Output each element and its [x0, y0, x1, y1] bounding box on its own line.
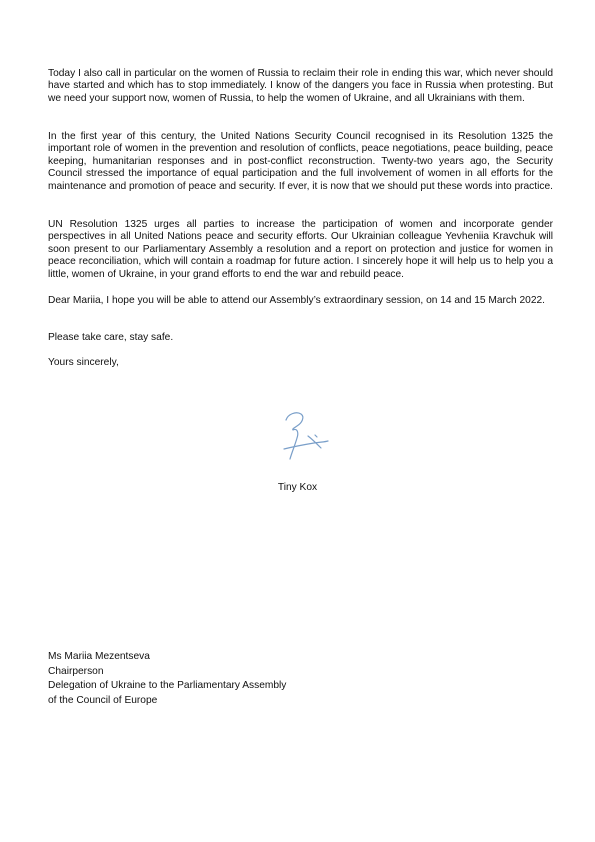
paragraph-invitation: Dear Mariia, I hope you will be able to attend our Assembly’s extraordinary session, on 14 and 15 March 2022. — [48, 295, 546, 306]
paragraph-women-of-russia: Today I also call in particular on the women of Russia to reclaim their role in ending this war, which never should have started and which has to stop immediately. I know of the dangers you face in Russia when protesting. But we need your support now, women of Russia, to help the women of Ukraine, and all Ukrainians with them. — [48, 68, 553, 104]
paragraph-resolution-1325: In the first year of this century, the United Nations Security Council recognised in its Resolution 1325 the important role of women in the prevention and resolution of conflicts, peace negotiations, peace building, peace keeping, humanitarian responses and in post-conflict reconstruction. Twenty-two years ago, the Security Council stressed the importance of equal participation and the full involvement of women in all efforts for the maintenance and promotion of peace and security. If ever, it is now that we should put these words into practice. — [48, 131, 553, 192]
recipient-title: Chairperson — [48, 665, 104, 677]
signer-name: Tiny Kox — [277, 482, 318, 493]
recipient-organisation-line-1: Delegation of Ukraine to the Parliamentary Assembly — [48, 680, 287, 692]
recipient-organisation-line-2: of the Council of Europe — [48, 694, 158, 706]
recipient-name: Ms Mariia Mezentseva — [48, 651, 150, 662]
closing-salutation: Yours sincerely, — [48, 357, 119, 368]
paragraph-un-resolution-urges: UN Resolution 1325 urges all parties to increase the participation of women and incorporate gender perspectives in all United Nations peace and security efforts. Our Ukrainian colleague Yevheniia Kravchuk will soon present to our Parliamentary Assembly a resolution and a report on protection and justice for women in peace reconciliation, which will contain a roadmap for future action. I sincerely hope it will help us to help you a little, women of Ukraine, in your grand efforts to end the war and rebuild peace. — [48, 219, 553, 280]
handwritten-signature — [272, 408, 332, 464]
recipient-address — [48, 650, 286, 708]
paragraph-take-care: Please take care, stay safe. — [48, 332, 174, 343]
